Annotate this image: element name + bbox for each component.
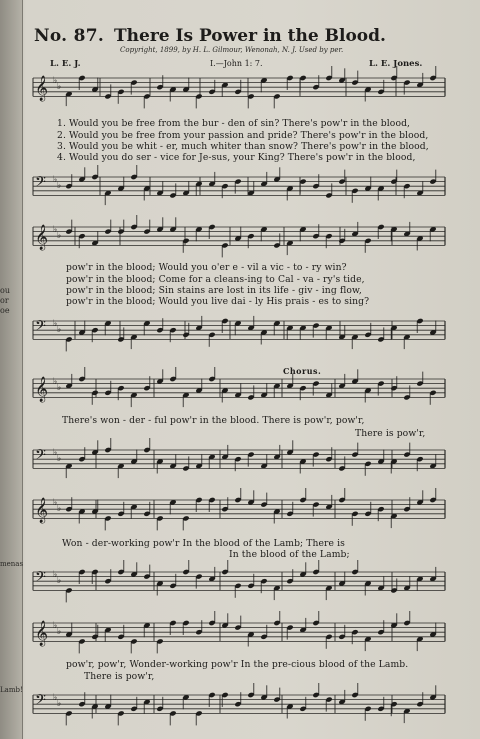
flat-sign: ♭ [53, 498, 58, 508]
chorus-line-1-lower: There is pow'r, [355, 428, 426, 439]
bass-clef: 𝄢 [35, 447, 46, 467]
treble-clef: 𝄞 [35, 225, 49, 250]
treble-clef: 𝄞 [35, 377, 49, 402]
music-credit: L. E. Jones. [369, 59, 423, 69]
flat-sign: ♭ [57, 181, 62, 191]
spine-fragment: ou [0, 286, 10, 295]
flat-sign: ♭ [57, 504, 62, 514]
chorus-line-1-upper: There's won - der - ful pow'r in the blood. There is pow'r, pow'r, [62, 415, 365, 426]
verse-2-line-1: 2. Would you be free from your passion and pride? There's pow'r in the blood, [57, 130, 429, 141]
spine-fragment: or [0, 296, 9, 305]
copyright-line: Copyright, 1899, by H. L. Gilmour, Wenonah, N. J. Used by per. [120, 46, 344, 54]
verse-4-line-1: 4. Would you do ser - vice for Je-sus, your King? There's pow'r in the blood, [57, 152, 416, 163]
flat-sign: ♭ [53, 319, 58, 329]
flat-sign: ♭ [53, 621, 58, 631]
chorus-line-3-lower: There is pow'r, [84, 671, 155, 682]
flat-sign: ♭ [57, 454, 62, 464]
verse-1-line-1: 1. Would you be free from the bur - den of sin? There's pow'r in the blood, [57, 118, 411, 129]
hymn-title: There Is Power in the Blood. [114, 26, 386, 46]
spine-fragment: menas [0, 560, 24, 568]
spine-fragment: oe [0, 306, 10, 315]
bass-clef: 𝄢 [35, 174, 46, 194]
verse-1-line-2: pow'r in the blood; Would you o'er e - vil a vic - to - ry win? [66, 262, 347, 273]
bass-clef: 𝄢 [35, 692, 46, 712]
scripture-reference: I.—John 1: 7. [210, 59, 263, 68]
chorus-line-3-upper: pow'r, pow'r, Wonder-working pow'r In the pre-cious blood of the Lamb. [66, 659, 409, 670]
flat-sign: ♭ [53, 570, 58, 580]
flat-sign: ♭ [57, 325, 62, 335]
spine-fragment: Lamb! [0, 686, 23, 694]
verse-3-line-1: 3. Would you be whit - er, much whiter than snow? There's pow'r in the blood, [57, 141, 429, 152]
flat-sign: ♭ [53, 377, 58, 387]
hymn-number: No. 87. [34, 26, 105, 46]
treble-clef: 𝄞 [35, 621, 49, 646]
verse-4-line-2: pow'r in the blood; Would you live dai - ly His prais - es to sing? [66, 296, 370, 307]
chorus-line-2-lower: In the blood of the Lamb; [229, 549, 350, 560]
chorus-line-2-upper: Won - der-working pow'r In the blood of the Lamb; There is [62, 538, 345, 549]
flat-sign: ♭ [57, 82, 62, 92]
words-credit: L. E. J. [50, 59, 81, 69]
flat-sign: ♭ [57, 231, 62, 241]
flat-sign: ♭ [53, 693, 58, 703]
flat-sign: ♭ [53, 225, 58, 235]
bass-clef: 𝄢 [35, 318, 46, 338]
bass-clef: 𝄢 [35, 569, 46, 589]
verse-2-line-2: pow'r in the blood; Come for a cleans-ing to Cal - va - ry's tide, [66, 274, 365, 285]
verse-3-line-2: pow'r in the blood; Sin stains are lost in its life - giv - ing flow, [66, 285, 362, 296]
chorus-label: Chorus. [283, 366, 322, 376]
treble-clef: 𝄞 [35, 76, 49, 101]
treble-clef: 𝄞 [35, 498, 49, 523]
flat-sign: ♭ [57, 383, 62, 393]
flat-sign: ♭ [57, 699, 62, 709]
flat-sign: ♭ [53, 175, 58, 185]
flat-sign: ♭ [53, 448, 58, 458]
flat-sign: ♭ [57, 627, 62, 637]
flat-sign: ♭ [57, 576, 62, 586]
flat-sign: ♭ [53, 76, 58, 86]
